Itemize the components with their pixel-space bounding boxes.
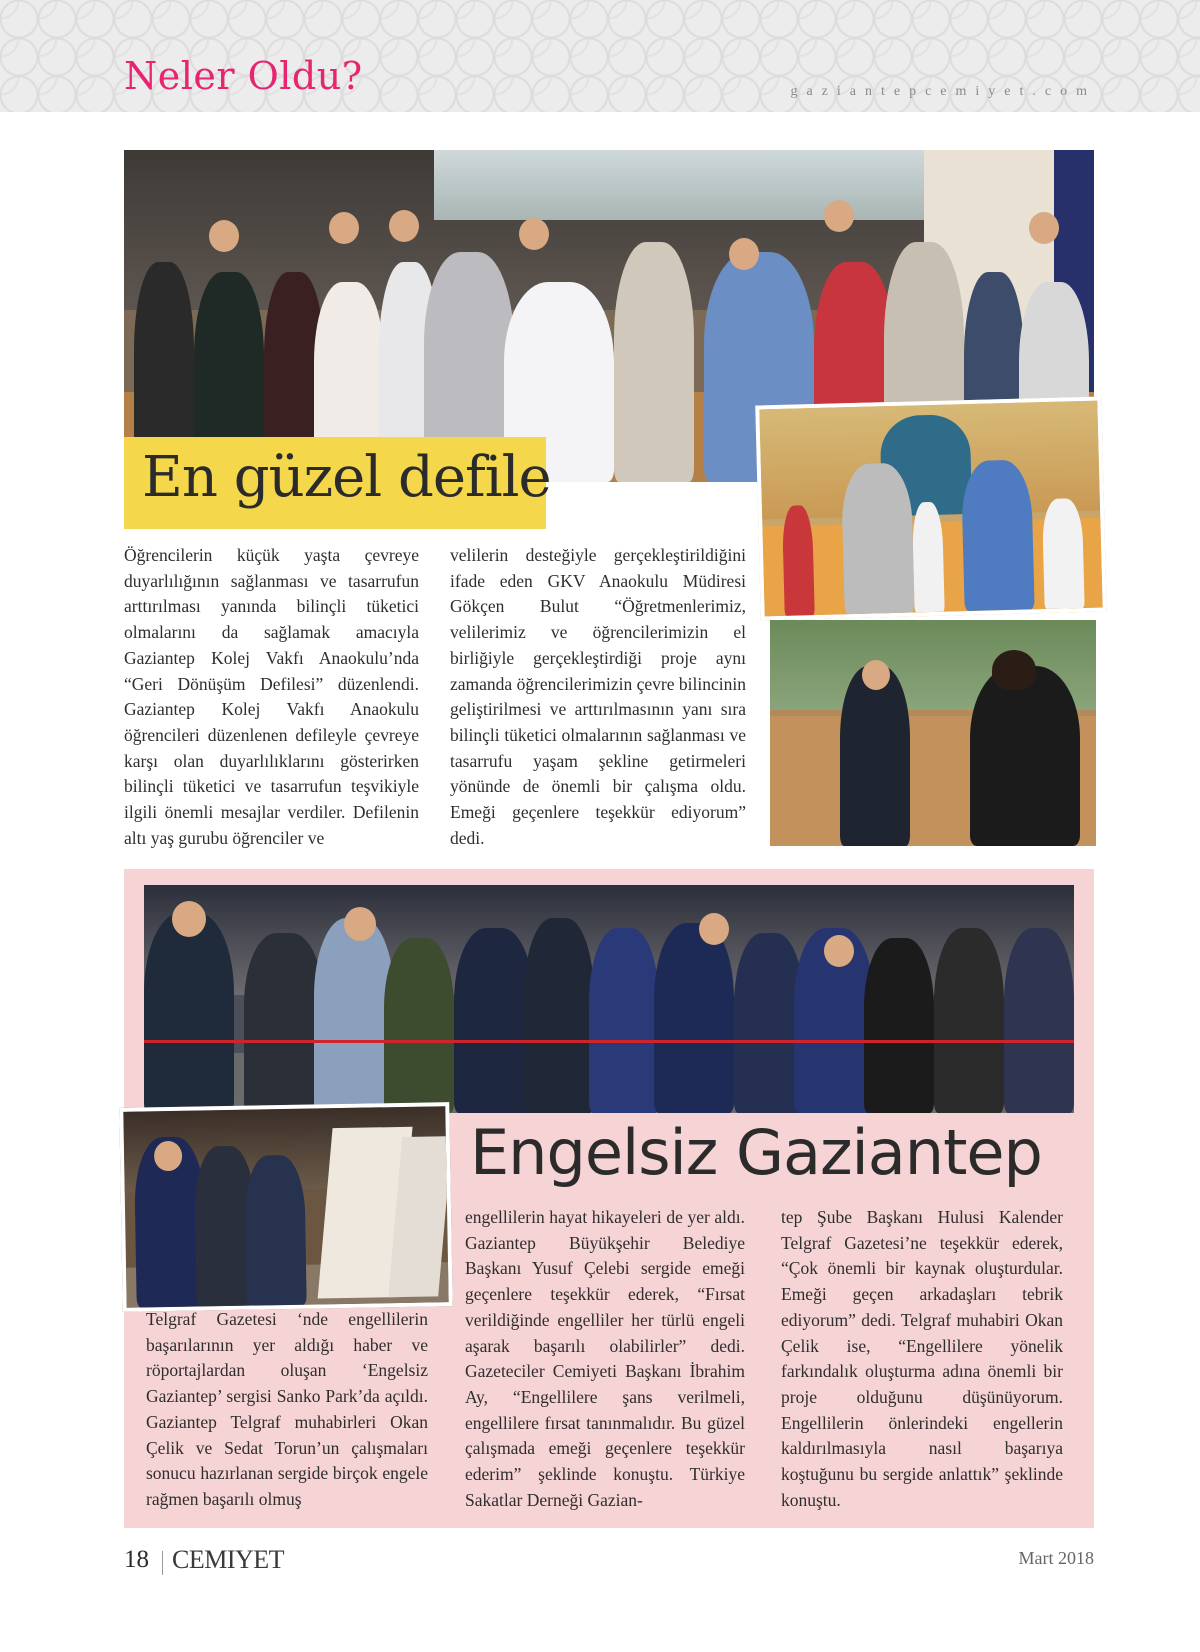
article-headline-engelsiz: Engelsiz Gaziantep [470, 1116, 1042, 1189]
black-costume-photo [770, 620, 1096, 846]
headline-text: En güzel defile [142, 445, 551, 510]
article2-column-3: tep Şube Başkanı Hulusi Kalender Telgraf Gazetesi’ne teşekkür ederek, “Çok önemli bir kaynak oluşturdular. Emeği geçen arkadaşları tebrik ediyorum” dedi. Telgraf muhabiri Okan Çelik ise, “Engellilere yönelik farkındalık oluşturma adına önemli bir proje olduğunu düşünüyorum. Engellilerin önlerindeki engellerin kaldırılmasıyla nasıl başarıya koştuğunu bu sergide anlattık” şeklinde konuştu. [781, 1207, 1063, 1510]
ribbon-cutting-photo [144, 885, 1074, 1113]
issue-date: Mart 2018 [1018, 1548, 1094, 1568]
magazine-name: CEMIYET [172, 1545, 285, 1574]
article1-column-2: velilerin desteğiyle gerçekleştirildiğini ifade eden GKV Anaokulu Müdiresi Gökçen Bulut “Öğretmenlerimiz, velilerimiz ve öğrencilerimizin el birliğiyle gerçekleştirdiği proje aynı zamanda öğrencilerimizin çevre bilincinin geliştirilmesi ve arttırılmasının yanı sıra bilinçli tüketici olmalarının sağlanması ve tasarrufu yaşam şekline getirmeleri yönünde de önemli bir çalışma oldu. Emeği geçenlere teşekkür ediyorum” dedi. [450, 545, 746, 848]
article-headline-fashion-show [124, 437, 551, 529]
footer-divider [162, 1551, 163, 1575]
robot-costume-photo [755, 397, 1107, 621]
article2-column-1: Telgraf Gazetesi ‘nde engellilerin başarılarının yer aldığı haber ve röportajlardan oluşan ‘Engelsiz Gaziantep’ sergisi Sanko Park’da açıldı. Gaziantep Telgraf muhabirleri Okan Çelik ve Sedat Torun’un çalışmaları sonucu hazırlanan sergide birçok engele rağmen başarılı olmuş [146, 1309, 428, 1509]
page-number: 18 [124, 1546, 149, 1573]
site-url: gaziantepcemiyet.com [790, 84, 1096, 99]
section-title: Neler Oldu? [124, 54, 363, 98]
article2-column-2: engellilerin hayat hikayeleri de yer aldı. Gaziantep Büyükşehir Belediye Başkanı Yusuf Çelebi sergide emeği geçenlere teşekkür ederek, “Fırsat verildiğinde engelliler her türlü engeli aşarak başarılı olabilirler” dedi. Gazeteciler Cemiyeti Başkanı İbrahim Ay, “Engellilere şans verilmeli, engellilere fırsat tanınmalıdır. Bu güzel çalışmada emeği geçenlere teşekkür ederim” şeklinde konuştu. Türkiye Sakatlar Derneği Gazian- [465, 1207, 745, 1510]
exhibition-photo [119, 1102, 453, 1312]
article1-column-1: Öğrencilerin küçük yaşta çevreye duyarlılığının sağlanması ve tasarrufun arttırılması yanında bilinçli tüketici olmalarını da sağlamak amacıyla Gaziantep Kolej Vakfı Anaokulu’nda “Geri Dönüşüm Defilesi” düzenlendi. Gaziantep Kolej Vakfı Anaokulu öğrencileri düzenlenen defileyle çevreye karşı olan duyarlılıklarını gösterirken bilinçli tüketici ve tasarrufun teşvikiyle ilgili önemli mesajlar verdiler. Defilenin altı yaş gurubu öğrenciler ve [124, 545, 419, 848]
